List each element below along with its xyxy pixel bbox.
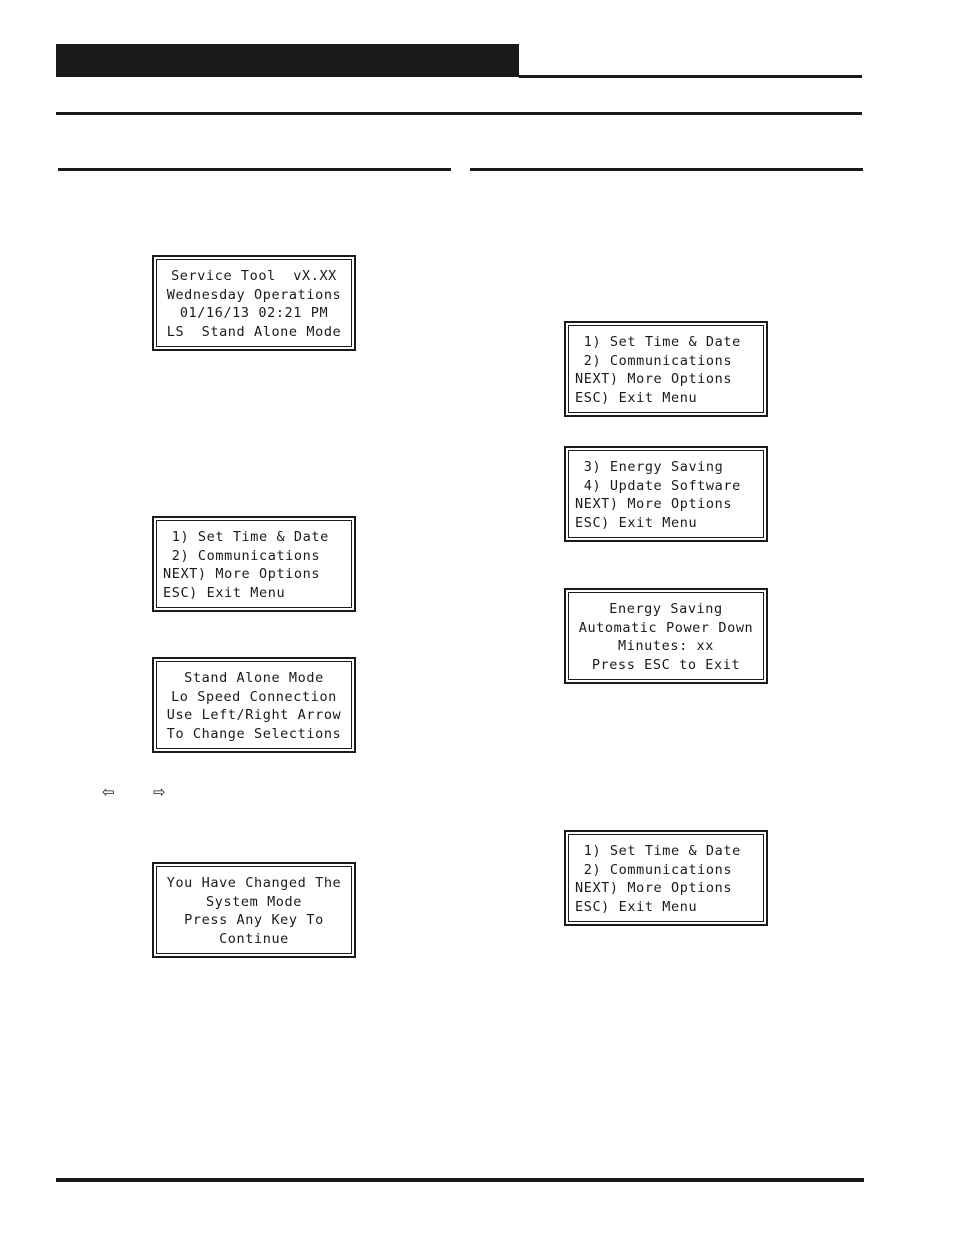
lcd-line: NEXT) More Options — [575, 496, 733, 513]
lcd-line: 2) Communications — [163, 547, 321, 564]
right-arrow-icon: ⇨ — [153, 783, 166, 801]
lcd-screen-stand-alone-mode — [152, 657, 356, 753]
lcd-screen-energy-saving — [564, 588, 768, 684]
left-arrow-icon: ⇦ — [102, 783, 115, 801]
lcd-line: Wednesday Operations — [166, 286, 342, 303]
lcd-line: You Have Changed The — [166, 875, 342, 891]
lcd-line: ESC) Exit Menu — [163, 585, 286, 602]
lcd-line: Energy Saving — [609, 601, 723, 617]
lcd-line: Press ESC to Exit — [591, 657, 741, 674]
lcd-line: NEXT) More Options — [575, 371, 733, 388]
lcd-line: ESC) Exit Menu — [575, 515, 698, 532]
lcd-line: 01/16/13 02:21 PM — [179, 305, 329, 322]
lcd-screen-main-menu-return — [564, 830, 768, 926]
lcd-screen-main-menu-right — [564, 321, 768, 417]
lcd-line: Service Tool vX.XX — [171, 268, 337, 284]
lcd-line: To Change Selections — [166, 726, 342, 743]
left-column-rule — [58, 168, 451, 171]
lcd-line: Stand Alone Mode — [184, 670, 324, 686]
lcd-line: 2) Communications — [575, 861, 733, 878]
lcd-line: 4) Update Software — [575, 477, 741, 494]
lcd-line: 2) Communications — [575, 352, 733, 369]
lcd-line: Continue — [219, 931, 289, 948]
lcd-line: Automatic Power Down — [578, 619, 754, 636]
header-bar — [56, 44, 519, 77]
lcd-line: NEXT) More Options — [575, 880, 733, 897]
footer-rule — [56, 1178, 864, 1182]
lcd-line: 1) Set Time & Date — [575, 334, 741, 350]
lcd-line: Press Any Key To — [184, 912, 324, 929]
lcd-line: ESC) Exit Menu — [575, 899, 698, 916]
lcd-screen-more-options — [564, 446, 768, 542]
lcd-line: NEXT) More Options — [163, 566, 321, 583]
right-column-rule — [470, 168, 863, 171]
lcd-screen-service-tool — [152, 255, 356, 351]
lcd-line: Use Left/Right Arrow — [166, 707, 342, 724]
lcd-line: 1) Set Time & Date — [163, 529, 329, 545]
lcd-line: LS Stand Alone Mode — [166, 324, 342, 341]
top-rule — [56, 112, 862, 115]
lcd-line: ESC) Exit Menu — [575, 390, 698, 407]
header-rule — [519, 75, 862, 78]
lcd-line: Lo Speed Connection — [171, 688, 337, 705]
lcd-line: 3) Energy Saving — [575, 459, 724, 475]
lcd-line: System Mode — [205, 893, 302, 910]
lcd-screen-main-menu — [152, 516, 356, 612]
lcd-line: 1) Set Time & Date — [575, 843, 741, 859]
lcd-screen-mode-changed — [152, 862, 356, 958]
lcd-line: Minutes: xx — [617, 638, 714, 655]
